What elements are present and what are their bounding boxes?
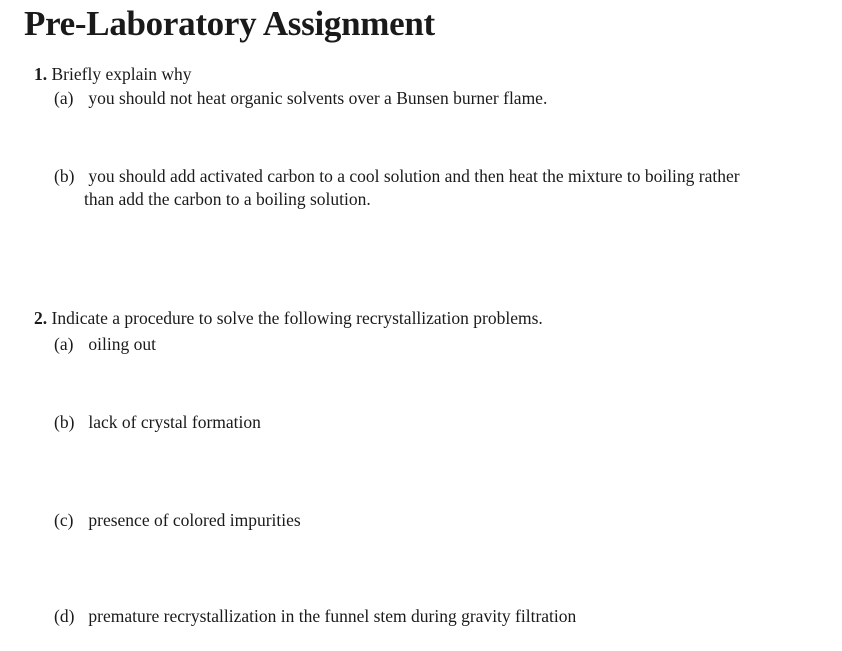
question-2c bbox=[54, 509, 301, 531]
question-2a-text: oiling out bbox=[88, 334, 156, 354]
question-1b-continuation bbox=[84, 188, 371, 210]
question-2d-text: premature recrystallization in the funnel stem during gravity filtration bbox=[88, 606, 577, 626]
question-2c-label: (c) bbox=[54, 510, 74, 530]
question-2c-text: presence of colored impurities bbox=[88, 510, 301, 530]
question-2-number: 2. bbox=[34, 308, 48, 328]
page-title: Pre-Laboratory Assignment bbox=[24, 4, 435, 43]
question-1a-text: you should not heat organic solvents over a Bunsen burner flame. bbox=[88, 88, 548, 108]
question-2d bbox=[54, 605, 576, 627]
question-2b-label: (b) bbox=[54, 412, 75, 432]
question-2b-text: lack of crystal formation bbox=[88, 412, 261, 432]
question-2d-label: (d) bbox=[54, 606, 75, 626]
question-1b bbox=[54, 165, 740, 187]
question-2a bbox=[54, 333, 156, 355]
question-1b-text-line-2: than add the carbon to a boiling solution. bbox=[84, 189, 371, 209]
question-1-prompt: Briefly explain why bbox=[51, 64, 192, 84]
question-2a-label: (a) bbox=[54, 334, 74, 354]
question-1a-label: (a) bbox=[54, 88, 74, 108]
question-1-prompt-line bbox=[34, 63, 191, 85]
question-1a bbox=[54, 87, 547, 109]
question-2-prompt-line bbox=[34, 307, 543, 329]
question-1b-text-line-1: you should add activated carbon to a cool solution and then heat the mixture to boiling rather bbox=[88, 166, 740, 186]
question-1b-label: (b) bbox=[54, 166, 75, 186]
question-1-number: 1. bbox=[34, 64, 48, 84]
question-2-prompt: Indicate a procedure to solve the following recrystallization problems. bbox=[51, 308, 543, 328]
question-2b bbox=[54, 411, 261, 433]
